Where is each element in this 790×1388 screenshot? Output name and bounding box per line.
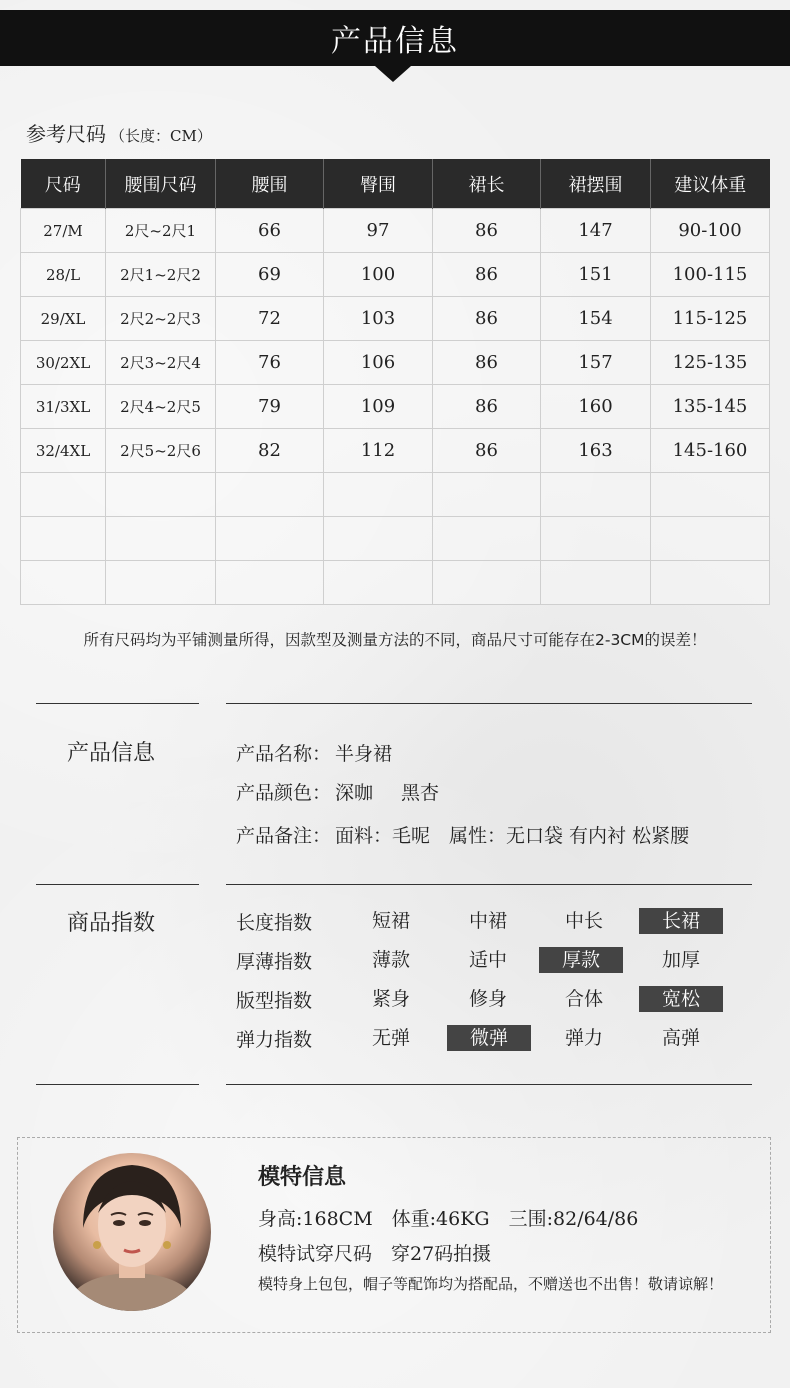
product-remark-label: 产品备注： (236, 825, 332, 847)
table-cell: 100-115 (651, 253, 770, 297)
header-hem: 裙摆围 (541, 159, 651, 209)
table-cell: 72 (216, 297, 324, 341)
table-cell: 115-125 (651, 297, 770, 341)
header-waist: 腰围 (216, 159, 324, 209)
size-table-header-row (21, 159, 770, 209)
table-cell: 147 (541, 209, 651, 253)
product-color-row (236, 778, 439, 805)
index-option: 中裙 (468, 910, 507, 932)
table-cell: 86 (433, 429, 541, 473)
header-hip: 臀围 (324, 159, 433, 209)
header-skirt-length: 裙长 (433, 159, 541, 209)
table-cell: 28/L (21, 253, 106, 297)
index-option: 加厚 (661, 949, 700, 971)
index-option: 短裙 (371, 910, 410, 932)
table-cell: 135-145 (651, 385, 770, 429)
index-option: 弹力 (564, 1027, 603, 1049)
divider (36, 884, 199, 885)
table-cell: 66 (216, 209, 324, 253)
table-cell: 100 (324, 253, 433, 297)
table-cell: 163 (541, 429, 651, 473)
table-cell: 30/2XL (21, 341, 106, 385)
table-cell: 2尺1~2尺2 (106, 253, 216, 297)
table-cell: 86 (433, 253, 541, 297)
product-info-title: 产品信息 (67, 741, 156, 766)
model-avatar (53, 1153, 211, 1311)
table-cell: 103 (324, 297, 433, 341)
table-cell: 157 (541, 341, 651, 385)
product-remark-value: 面料：毛呢 属性：无口袋 有内衬 松紧腰 (335, 825, 690, 847)
table-cell: 125-135 (651, 341, 770, 385)
table-cell: 2尺~2尺1 (106, 209, 216, 253)
table-row (21, 297, 770, 341)
model-trial-size: 模特试穿尺码 穿27码拍摄 (258, 1243, 492, 1265)
product-name-value: 半身裙 (335, 743, 393, 765)
model-info-title: 模特信息 (258, 1164, 347, 1190)
divider (226, 884, 752, 885)
product-color-value: 深咖 (335, 782, 374, 804)
size-section-title: 参考尺码 (26, 122, 106, 146)
table-cell: 109 (324, 385, 433, 429)
table-cell: 2尺5~2尺6 (106, 429, 216, 473)
index-option: 厚款 (539, 947, 623, 973)
table-cell: 86 (433, 341, 541, 385)
product-remark-row (236, 821, 689, 848)
table-cell: 31/3XL (21, 385, 106, 429)
table-cell: 2尺3~2尺4 (106, 341, 216, 385)
table-cell: 32/4XL (21, 429, 106, 473)
table-row (21, 429, 770, 473)
product-color-value: 黑杏 (401, 782, 440, 804)
divider (36, 703, 199, 704)
table-row (21, 209, 770, 253)
index-label: 版型指数 (236, 990, 313, 1012)
model-portrait-icon (53, 1153, 211, 1311)
divider (226, 1084, 752, 1085)
banner-title: 产品信息 (331, 24, 459, 59)
product-color-label: 产品颜色： (236, 782, 332, 804)
size-section-heading (26, 118, 212, 147)
index-option: 微弹 (447, 1025, 531, 1051)
table-cell: 86 (433, 297, 541, 341)
index-option: 薄款 (371, 949, 410, 971)
table-cell: 145-160 (651, 429, 770, 473)
table-cell: 86 (433, 385, 541, 429)
table-cell: 2尺2~2尺3 (106, 297, 216, 341)
table-cell: 79 (216, 385, 324, 429)
table-cell: 29/XL (21, 297, 106, 341)
index-option: 修身 (468, 988, 507, 1010)
product-index-title: 商品指数 (67, 911, 156, 936)
table-cell: 112 (324, 429, 433, 473)
product-name-label: 产品名称： (236, 743, 332, 765)
table-cell: 76 (216, 341, 324, 385)
table-row (21, 341, 770, 385)
measurement-note: 所有尺码均为平铺测量所得，因款型及测量方法的不同，商品尺寸可能存在2-3CM的误差！ (83, 631, 707, 649)
index-option: 宽松 (639, 986, 723, 1012)
table-cell: 2尺4~2尺5 (106, 385, 216, 429)
divider (226, 703, 752, 704)
table-row (21, 253, 770, 297)
table-cell: 27/M (21, 209, 106, 253)
index-option: 长裙 (639, 908, 723, 934)
model-note: 模特身上包包，帽子等配饰均为搭配品，不赠送也不出售！敬请谅解！ (258, 1275, 724, 1293)
banner (0, 10, 790, 66)
model-stats: 身高:168CM 体重:46KG 三围:82/64/86 (258, 1208, 639, 1230)
table-row-empty (21, 517, 770, 561)
table-cell: 69 (216, 253, 324, 297)
header-size: 尺码 (21, 159, 106, 209)
table-cell: 151 (541, 253, 651, 297)
index-option: 紧身 (371, 988, 410, 1010)
index-option: 适中 (468, 949, 507, 971)
table-cell: 97 (324, 209, 433, 253)
divider (36, 1084, 199, 1085)
table-cell: 82 (216, 429, 324, 473)
table-row-empty (21, 473, 770, 517)
table-row-empty (21, 561, 770, 605)
table-cell: 154 (541, 297, 651, 341)
index-label: 长度指数 (236, 912, 313, 934)
size-section-unit: （长度：CM） (110, 127, 212, 145)
banner-arrow-icon (375, 66, 411, 82)
index-option: 中长 (564, 910, 603, 932)
size-table (20, 159, 770, 605)
header-waist-size: 腰围尺码 (106, 159, 216, 209)
table-cell: 106 (324, 341, 433, 385)
index-option: 无弹 (371, 1027, 410, 1049)
table-cell: 160 (541, 385, 651, 429)
table-cell: 86 (433, 209, 541, 253)
index-label: 厚薄指数 (236, 951, 313, 973)
index-option: 高弹 (661, 1027, 700, 1049)
table-row (21, 385, 770, 429)
table-cell: 90-100 (651, 209, 770, 253)
header-weight: 建议体重 (651, 159, 770, 209)
index-option: 合体 (564, 988, 603, 1010)
product-name-row (236, 739, 392, 766)
index-label: 弹力指数 (236, 1029, 313, 1051)
